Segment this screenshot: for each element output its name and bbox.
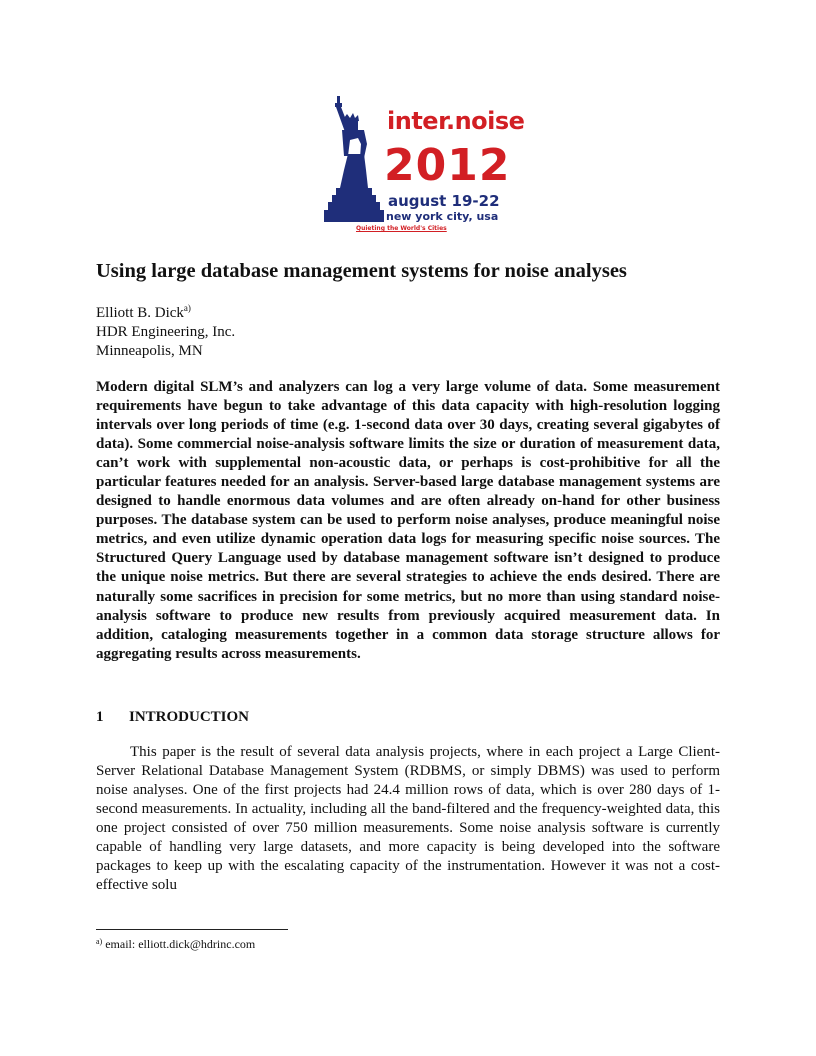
intro-paragraph: This paper is the result of several data analysis projects, where in each project a Large Client-Server Relational Database Management System (RDBMS, or simply DBMS) was used to perform noise analyses. One of the first projects had 24.4 million rows of data, which is over 280 days of 1-second measurements. In actuality, including all the band-filtered and the frequency-weighted data, this one project consisted of over 750 million measurements. Some noise analysis software is currently capable of handling very large datasets, and more capacity is being developed into the software packages to keep up with the escalating capacity of the instrumentation. However it was not a cost-effective solu	[96, 744, 720, 893]
logo-name: inter.noise	[387, 107, 525, 135]
section-title: INTRODUCTION	[129, 709, 250, 725]
statue-of-liberty-icon	[320, 96, 390, 226]
footnote	[96, 937, 255, 952]
paper-title: Using large database management systems for noise analyses	[96, 260, 627, 282]
logo-year: 2012	[384, 140, 511, 191]
author-affiliation: HDR Engineering, Inc.	[96, 324, 236, 340]
footnote-mark: a)	[96, 937, 103, 946]
author-location: Minneapolis, MN	[96, 343, 203, 359]
section-heading	[96, 708, 249, 727]
author-block	[96, 304, 235, 361]
author-line	[96, 304, 235, 323]
logo-location: new york city, usa	[386, 210, 499, 223]
author-name: Elliott B. Dick	[96, 305, 184, 321]
conference-logo	[320, 96, 525, 236]
logo-dates: august 19-22	[388, 192, 500, 210]
footnote-divider	[96, 929, 288, 930]
abstract: Modern digital SLM’s and analyzers can log a very large volume of data. Some measurement requirements have begun to take advantage of this data capacity with high-resolution logging intervals over long periods of time (e.g. 1-second data over 30 days, creating several gigabytes of data). Some commercial noise-analysis software limits the size or duration of measurement data, can’t work with supplemental non-acoustic data, or perhaps is cost-prohibitive for all the particular features needed for an analysis. Server-based large database management systems are designed to handle enormous data volumes and are often already on-hand for other business purposes. The database system can be used to perform noise analyses, produce meaningful noise metrics, and even utilize dynamic operation data logs for measuring specific noise sources. The Structured Query Language used by database management software isn’t designed to produce the unique noise metrics. But there are several strategies to achieve the ends desired. There are naturally some sacrifices in precision for some metrics, but no more than using standard noise-analysis software to produce new results from previously acquired measurement data. In addition, cataloging measurements together in a common data storage structure allows for aggregating results across measurements.	[96, 379, 720, 662]
footnote-text: email: elliott.dick@hdrinc.com	[105, 937, 256, 951]
section-number: 1	[96, 709, 104, 725]
logo-tagline: Quieting the World's Cities	[356, 225, 447, 232]
author-footnote-mark: a)	[183, 303, 191, 313]
